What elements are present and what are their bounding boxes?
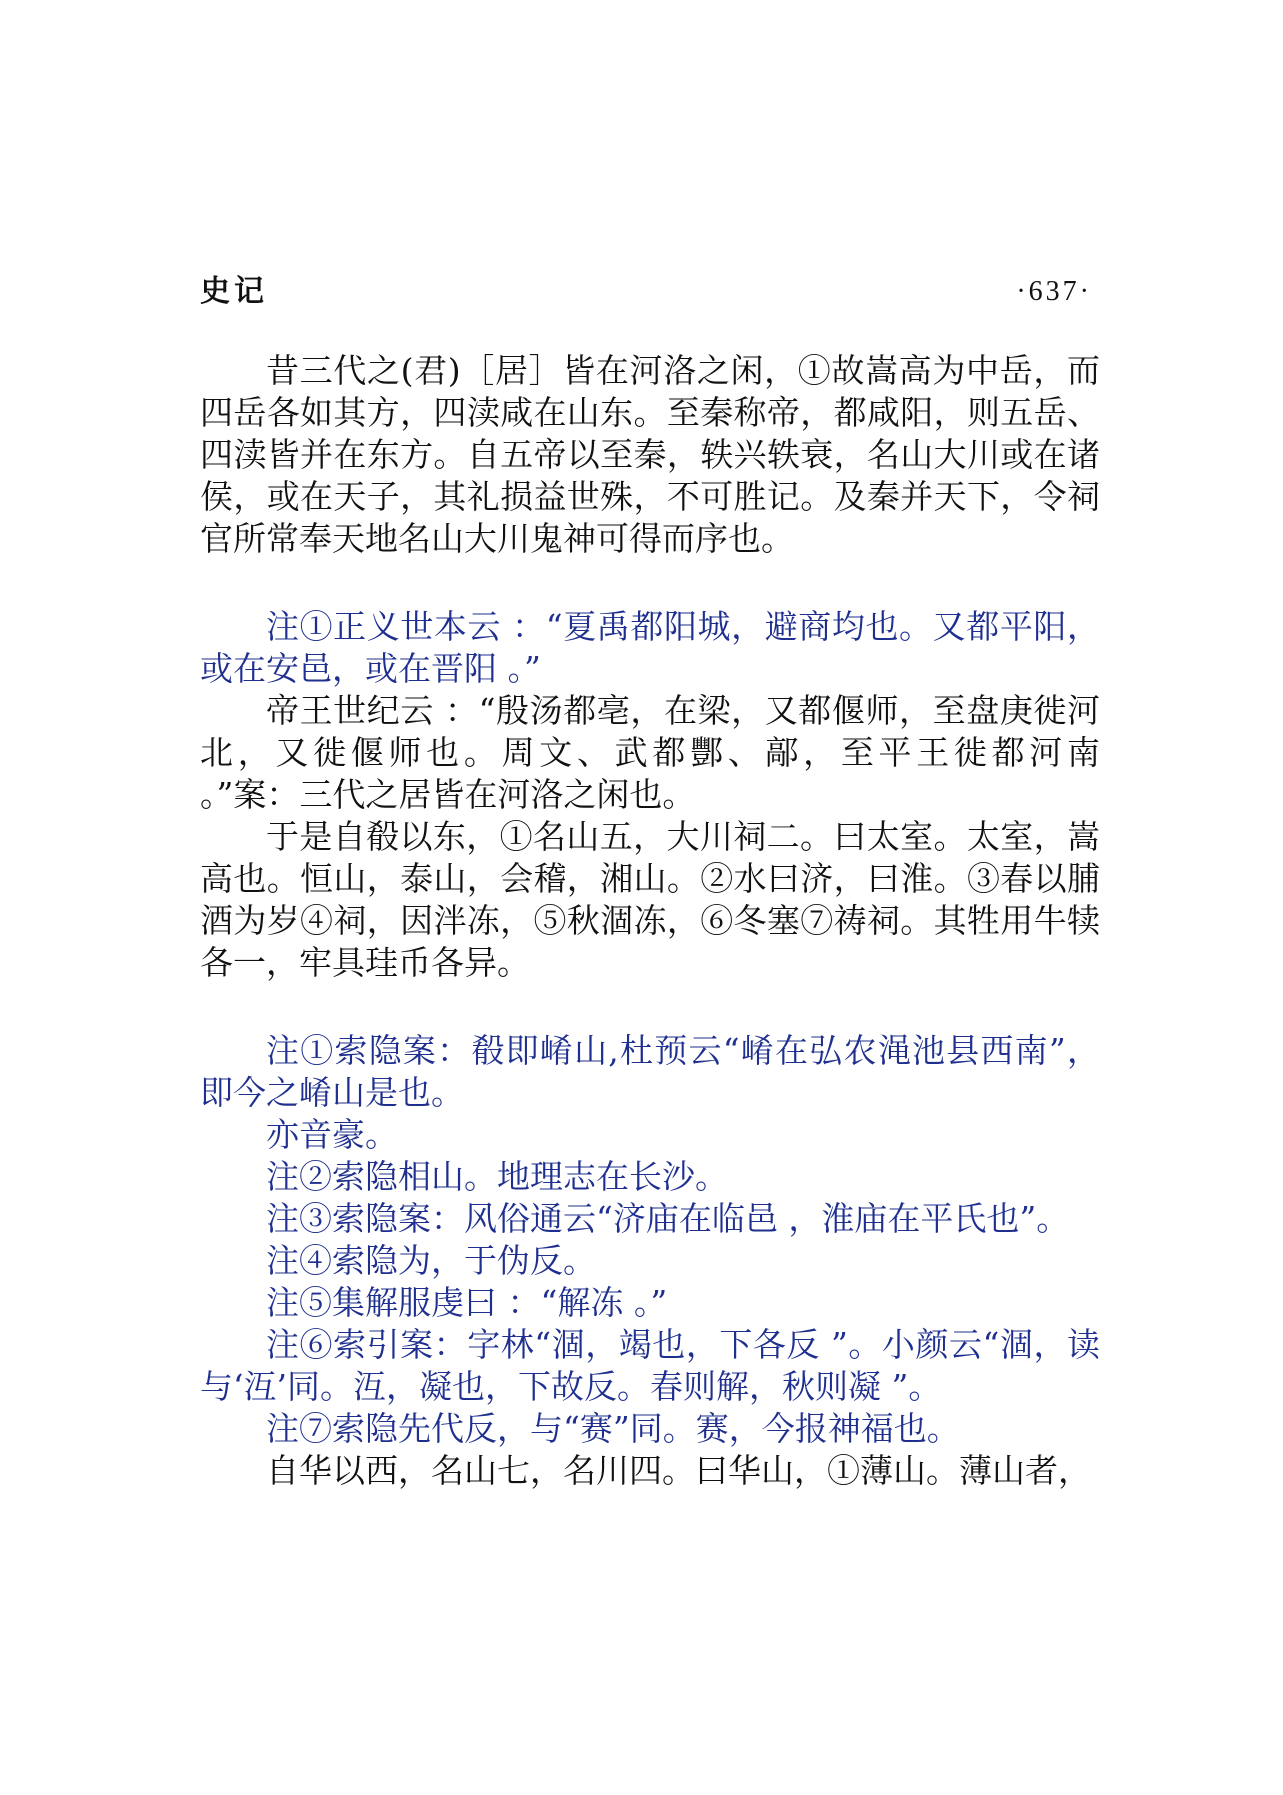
paragraph-spacer xyxy=(200,984,1100,1030)
main-text-paragraph: 帝王世纪云 ：“殷汤都亳，在梁，又都偃师，至盘庚徙河北，又徙偃师也。周文、武都酆、鄗，至平王徙都河南 。”案：三代之居皆在河洛之闲也。 xyxy=(200,691,1100,814)
paragraph-spacer xyxy=(200,560,1100,606)
running-header-title: 史记 xyxy=(200,274,268,309)
main-text-paragraph: 于是自殽以东，①名山五，大川祠二。曰太室。太室，嵩高也。恒山，泰山，会稽，湘山。②水曰济，曰淮。③春以脯酒为岁④祠，因泮冻，⑤秋涸冻，⑥冬塞⑦祷祠。其牲用牛犊各一，牢具珪币各异。 xyxy=(200,817,1100,982)
main-text-paragraph: 昔三代之(君)［居］皆在河洛之闲，①故嵩高为中岳，而四岳各如其方，四渎咸在山东。至秦称帝，都咸阳，则五岳、四渎皆并在东方。自五帝以至秦，轶兴轶衰，名山大川或在诸侯，或在天子，其礼损益世殊，不可胜记。及秦并天下，令祠官所常奉天地名山大川鬼神可得而序也。 xyxy=(200,351,1100,558)
main-text-paragraph: 自华以西，名山七，名川四。曰华山，①薄山。薄山者， xyxy=(266,1451,1091,1490)
annotation-paragraph: 注⑥索引案：字林“涸，竭也，下各反 ”。小颜云“涸，读与‘沍’同。沍，凝也，下故反。春则解，秋则凝 ”。 xyxy=(200,1325,1100,1406)
annotation-paragraph: 注③索隐案：风俗通云“济庙在临邑 ，淮庙在平氏也”。 xyxy=(266,1199,1070,1238)
page-body xyxy=(200,350,1100,1492)
annotation-paragraph: 亦音豪。 xyxy=(266,1115,398,1154)
annotation-paragraph: 注②索隐相山。地理志在长沙。 xyxy=(266,1157,728,1196)
annotation-paragraph: 注④索隐为，于伪反。 xyxy=(266,1241,596,1280)
annotation-paragraph: 注⑦索隐先代反，与“赛”同。赛，今报神福也。 xyxy=(266,1409,960,1448)
annotation-paragraph: 注①正义世本云 ：“夏禹都阳城，避商均也。又都平阳，或在安邑，或在晋阳 。” xyxy=(200,607,1100,688)
page-number: ·637· xyxy=(1016,276,1092,307)
annotation-paragraph: 注⑤集解服虔曰 ：“解冻 。” xyxy=(266,1283,668,1322)
annotation-paragraph: 注①索隐案：殽即崤山,杜预云“崤在弘农渑池县西南”，即今之崤山是也。 xyxy=(200,1031,1100,1112)
